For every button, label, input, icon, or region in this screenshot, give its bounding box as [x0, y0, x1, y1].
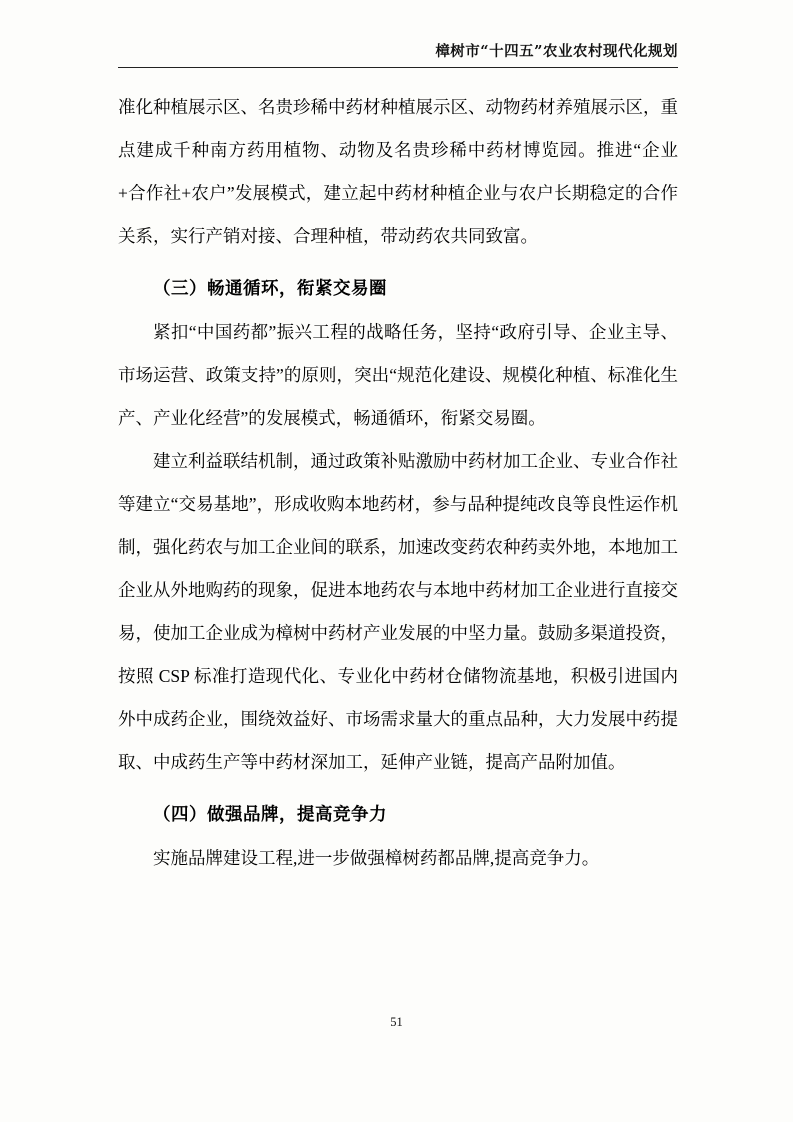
paragraph-strategy: 紧扣“中国药都”振兴工程的战略任务，坚持“政府引导、企业主导、市场运营、政策支持”的原则，突出“规范化建设、规模化种植、标准化生产、产业化经营”的发展模式，畅通循环，衔紧交易圈。: [118, 322, 678, 428]
paragraph-continued: 准化种植展示区、名贵珍稀中药材种植展示区、动物药材养殖展示区，重点建成千种南方药用植物、动物及名贵珍稀中药材博览园。推进“企业+合作社+农户”发展模式，建立起中药材种植企业与农户长期稳定的合作关系，实行产销对接、合理种植，带动药农共同致富。: [118, 97, 678, 246]
page-content: [118, 40, 678, 1080]
paragraph-interest-mechanism: 建立利益联结机制，通过政策补贴激励中药材加工企业、专业合作社等建立“交易基地”，形成收购本地药材，参与品种提纯改良等良性运作机制，强化药农与加工企业间的联系，加速改变药农种药卖外地，本地加工企业从外地购药的现象，促进本地药农与本地中药材加工企业进行直接交易，使加工企业成为樟树中药材产业发展的中坚力量。鼓励多渠道投资，按照 CSP 标准打造现代化、专业化中药材仓储物流基地，积极引进国内外中成药企业，围绕效益好、市场需求量大的重点品种，大力发展中药提取、中成药生产等中药材深加工，延伸产业链，提高产品附加值。: [118, 451, 678, 772]
paragraph-brand: 实施品牌建设工程,进一步做强樟树药都品牌,提高竞争力。: [153, 848, 600, 868]
section-heading-four: （四）做强品牌，提高竞争力: [153, 805, 387, 825]
header-divider: [118, 67, 678, 68]
section-heading-three: （三）畅通循环，衔紧交易圈: [153, 279, 387, 299]
page-header-title: 樟树市“十四五”农业农村现代化规划: [435, 43, 678, 60]
page-number: 51: [390, 1015, 403, 1029]
